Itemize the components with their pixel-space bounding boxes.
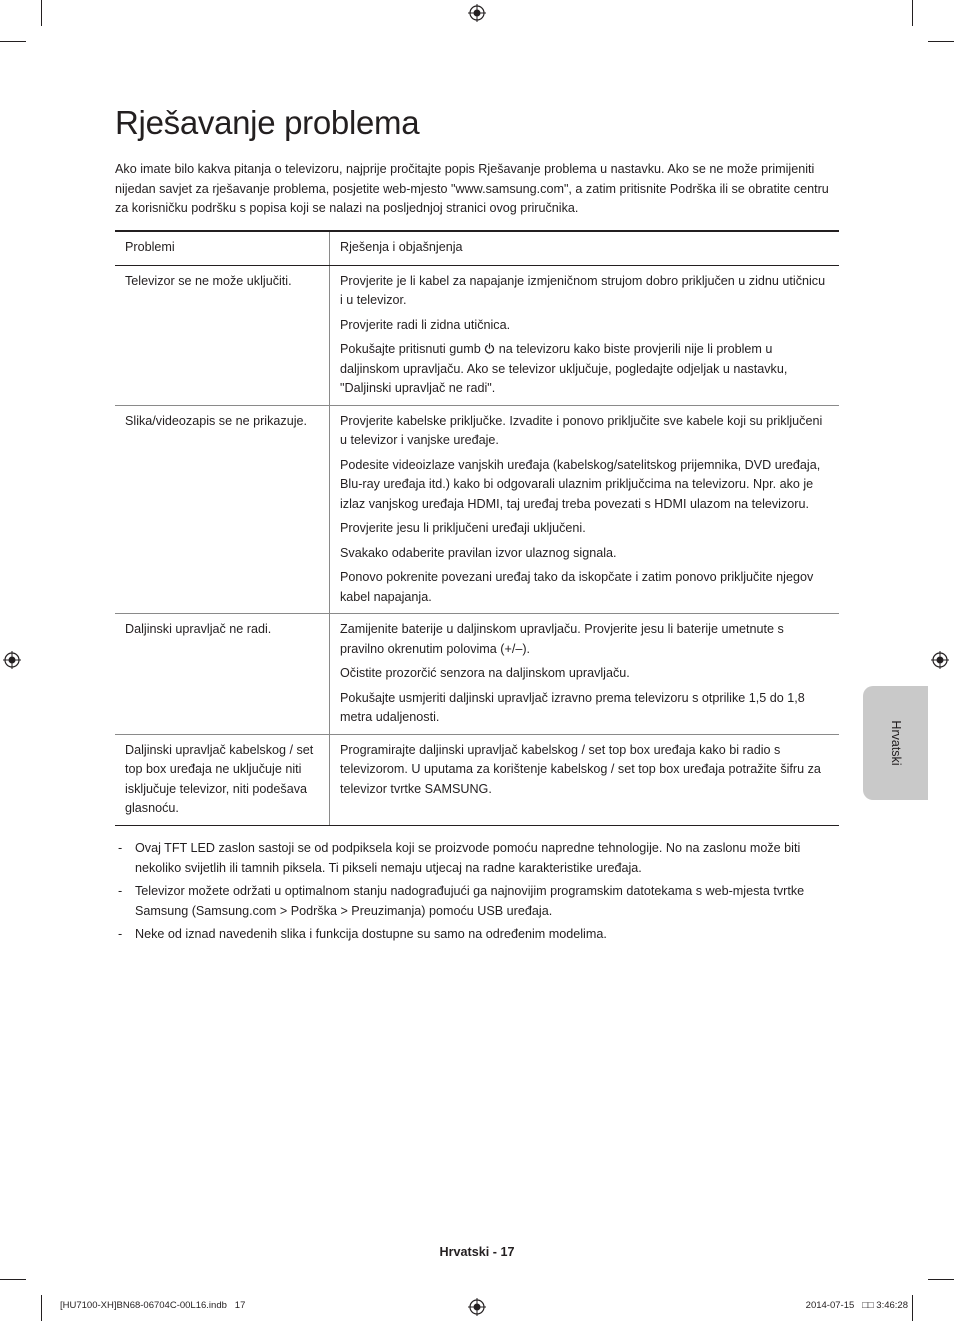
note-text: Ovaj TFT LED zaslon sastoji se od podpiksela koji se proizvode pomoću napredne tehnologije. No na zaslonu može biti nekoliko svijetlih ili tamnih piksela. Ti pikseli nemaju utjecaj na radne karakteristike uređaja.: [135, 841, 801, 875]
solution-text: Ponovo pokrenite povezani uređaj tako da iskopčate i zatim ponovo priključite njegov kabel napajanja.: [340, 570, 814, 604]
crop-mark-tl-v: [41, 0, 42, 26]
table-header-row: [115, 231, 839, 265]
troubleshooting-table: [115, 230, 839, 826]
crop-mark-tr-v: [912, 0, 913, 26]
language-side-tab-label: Hrvatski: [888, 720, 903, 766]
crop-mark-bl-h: [0, 1279, 26, 1280]
notes-list: [115, 839, 840, 949]
solution-text: Očistite prozorčić senzora na daljinskom upravljaču.: [340, 666, 630, 680]
problem-cell: Slika/videozapis se ne prikazuje.: [115, 405, 330, 614]
language-side-tab: [863, 686, 928, 800]
note-bullet: -: [118, 927, 123, 941]
problem-cell: Daljinski upravljač ne radi.: [115, 614, 330, 735]
solution-text-after-icon: na televizoru kako biste provjerili nije li problem u daljinskom upravljaču. Ako se televizor uključuje, pogledajte odjeljak u nastavku, "Daljinski upravljač ne radi".: [340, 342, 788, 395]
crop-mark-br-h: [928, 1279, 954, 1280]
column-header-solutions: Rješenja i objašnjenja: [330, 231, 840, 265]
solution-text: Programirajte daljinski upravljač kabelskog / set top box uređaja kako bi radio s televizorom. U uputama za korištenje kabelskog / set top box uređaja potražite šifru za televizor tvrtke SAMSUNG.: [340, 742, 821, 796]
note-item: [115, 839, 840, 878]
table-row: [115, 614, 839, 735]
solution-cell: [330, 405, 840, 614]
solution-text: [340, 340, 829, 399]
power-icon: [484, 343, 495, 354]
note-text: Televizor možete održati u optimalnom stanju nadograđujući ga najnovijim programskim datotekama s web-mjesta tvrtke Samsung (Samsung.com > Podrška > Preuzimanja) pomoću USB uređaja.: [135, 884, 805, 918]
column-header-problems: Problemi: [115, 231, 330, 265]
note-item: [115, 925, 840, 945]
note-item: [115, 882, 840, 921]
solution-cell: [330, 614, 840, 735]
print-file-info: [HU7100-XH]BN68-06704C-00L16.indb 17: [60, 1300, 246, 1311]
crop-mark-tr-h: [928, 41, 954, 42]
crop-mark-br-v: [912, 1295, 913, 1321]
crop-mark-tl-h: [0, 41, 26, 42]
page-number: Hrvatski - 17: [439, 1245, 515, 1259]
note-text: Neke od iznad navedenih slika i funkcija dostupne su samo na određenim modelima.: [135, 927, 607, 941]
problem-cell: Daljinski upravljač kabelskog / set top box uređaja ne uključuje niti isključuje televizor, niti podešava glasnoću.: [115, 734, 330, 825]
problem-cell: Televizor se ne može uključiti.: [115, 265, 330, 405]
note-bullet: -: [118, 884, 123, 898]
registration-mark-icon: [468, 1298, 486, 1316]
table-row: [115, 405, 839, 614]
solution-text: Provjerite je li kabel za napajanje izmjeničnom strujom dobro priključen u zidnu utičnicu i u televizor.: [340, 273, 826, 307]
note-bullet: -: [118, 841, 123, 855]
print-timestamp: 2014-07-15 □□ 3:46:28: [805, 1300, 908, 1311]
solution-text: Zamijenite baterije u daljinskom upravljaču. Provjerite jesu li baterije umetnute s pravilno okrenutim polovima (+/–).: [340, 622, 784, 656]
registration-mark-icon: [3, 651, 21, 669]
solution-cell: [330, 734, 840, 825]
solution-text: Provjerite jesu li priključeni uređaji uključeni.: [340, 521, 586, 535]
solution-cell: [330, 265, 840, 405]
solution-text: Svakako odaberite pravilan izvor ulaznog signala.: [340, 545, 617, 560]
solution-text: Pokušajte usmjeriti daljinski upravljač izravno prema televizoru s otprilike 1,5 do 1,8 metra udaljenosti.: [340, 690, 805, 724]
solution-text-before-icon: Pokušajte pritisnuti gumb: [340, 342, 481, 356]
registration-mark-icon: [468, 4, 486, 22]
crop-mark-bl-v: [41, 1295, 42, 1321]
intro-paragraph: Ako imate bilo kakva pitanja o televizoru, najprije pročitajte popis Rješavanje problema u nastavku. Ako se ne može primijeniti nijedan savjet za rješavanje problema, posjetite web-mjesto "www.samsung.com", a zatim pritisnite Podrška ili se obratite centru za korisničku podršku s popisa koji se nalazi na posljednjoj stranici ovog priručnika.: [115, 162, 829, 215]
table-row: [115, 265, 839, 405]
page-title: Rješavanje problema: [115, 104, 420, 141]
table-row: [115, 734, 839, 825]
solution-text: Podesite videoizlaze vanjskih uređaja (kabelskog/satelitskog prijemnika, DVD uređaja, Blu-ray uređaja itd.) kako bi odgovarali ulaznim priključcima na televizoru. Npr. ako je izlaz vanjskog uređaja HDMI, taj uređaj treba povezati s HDMI ulazom na televizoru.: [340, 457, 821, 511]
solution-text: Provjerite radi li zidna utičnica.: [340, 317, 511, 332]
registration-mark-icon: [931, 651, 949, 669]
solution-text: Provjerite kabelske priključke. Izvadite i ponovo priključite sve kabele koji su priključeni u televizor i vanjske uređaje.: [340, 413, 823, 447]
